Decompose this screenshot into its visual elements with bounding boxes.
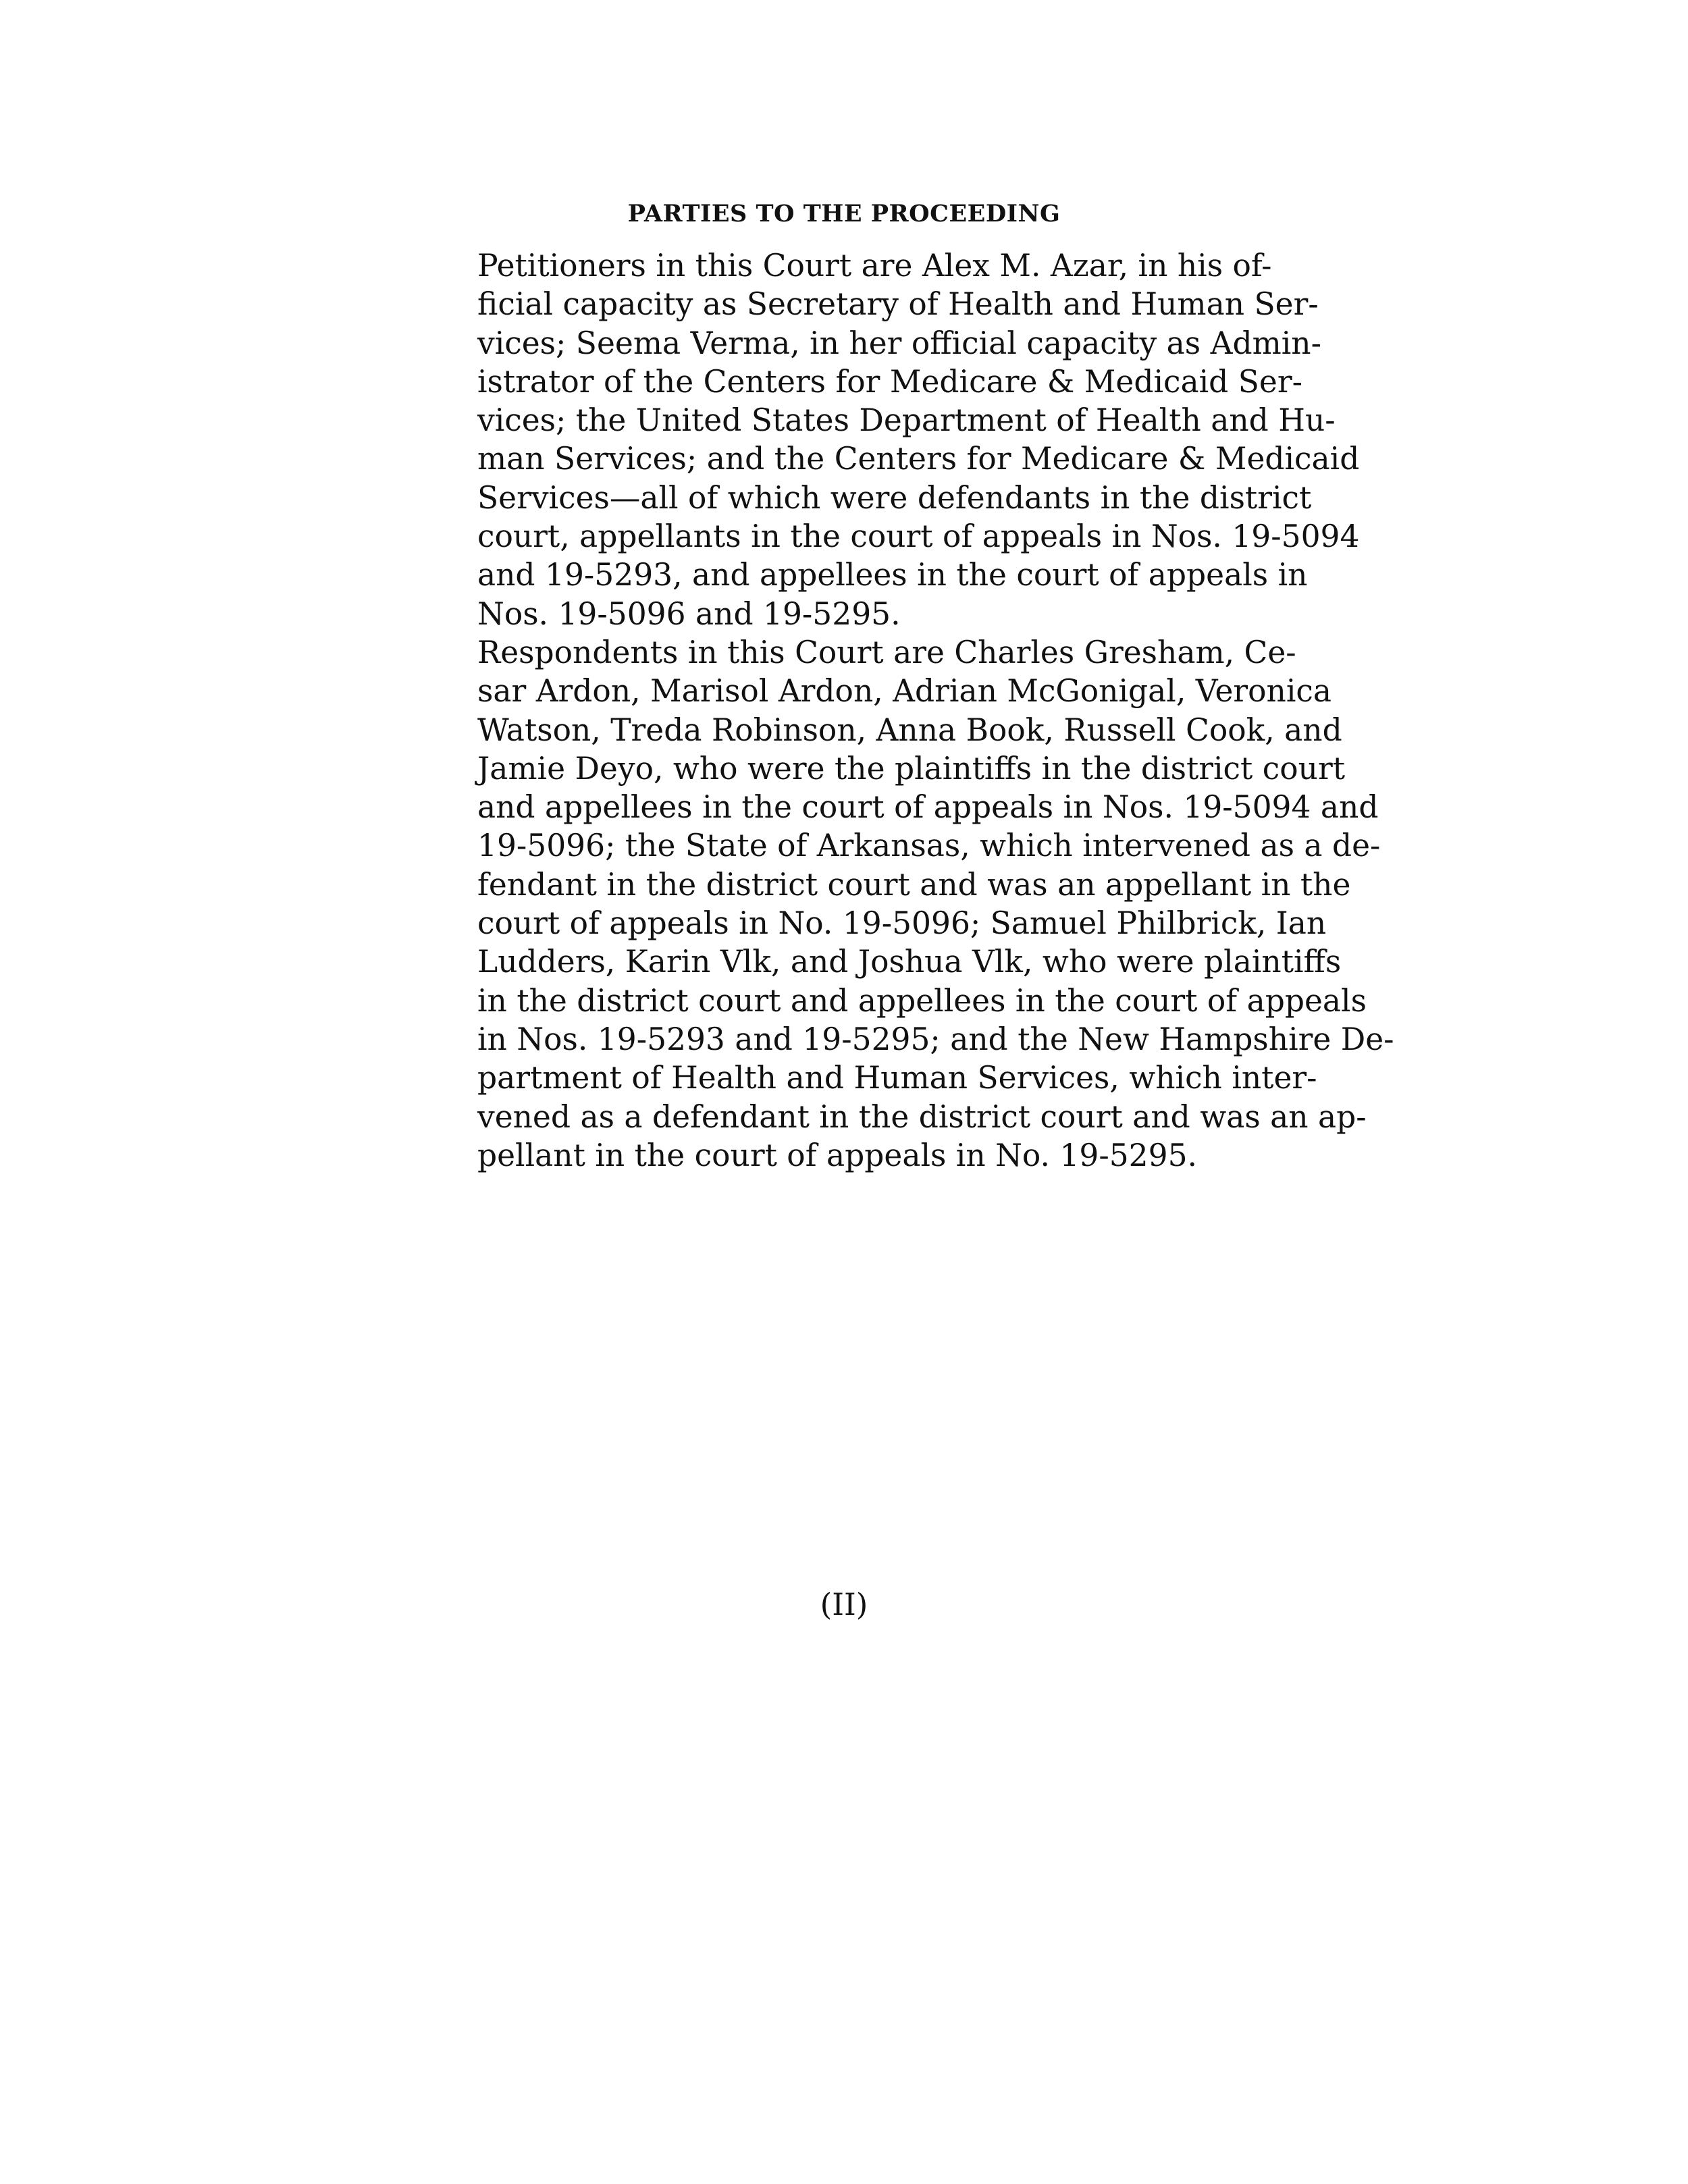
paragraph-petitioners (437, 246, 1360, 633)
text-line: and 19-5293, and appellees in the court of appeals in (477, 557, 1308, 593)
text-line: vices; Seema Verma, in her official capacity as Admin- (477, 325, 1321, 361)
text-line: vices; the United States Department of Health and Hu- (477, 402, 1336, 439)
paragraph-respondents (437, 633, 1394, 1175)
text-line: court, appellants in the court of appeals in Nos. 19-5094 (477, 518, 1360, 555)
page-number: (II) (820, 1587, 868, 1622)
text-line: fendant in the district court and was an appellant in the (477, 866, 1351, 903)
text-line: Jamie Deyo, who were the plaintiffs in the district court (477, 750, 1345, 787)
text-line: in Nos. 19-5293 and 19-5295; and the New Hampshire De- (477, 1021, 1394, 1057)
body-text (437, 246, 1394, 1175)
text-line: Ludders, Karin Vlk, and Joshua Vlk, who were plaintiffs (477, 944, 1342, 980)
section-heading: PARTIES TO THE PROCEEDING (627, 200, 1061, 228)
text-line: man Services; and the Centers for Medicare & Medicaid (477, 441, 1360, 477)
text-line: court of appeals in No. 19-5096; Samuel Philbrick, Ian (477, 905, 1327, 942)
text-line: Nos. 19-5096 and 19-5295. (477, 595, 901, 632)
text-line: 19-5096; the State of Arkansas, which intervened as a de- (477, 828, 1381, 864)
text-line: Respondents in this Court are Charles Gresham, Ce- (477, 634, 1296, 670)
text-line: Petitioners in this Court are Alex M. Azar, in his of- (477, 248, 1272, 284)
text-line: istrator of the Centers for Medicare & Medicaid Ser- (477, 363, 1302, 400)
text-line: Services—all of which were defendants in the district (477, 479, 1312, 516)
text-line: vened as a defendant in the district court and was an ap- (477, 1098, 1367, 1135)
text-line: pellant in the court of appeals in No. 19-5295. (477, 1137, 1197, 1173)
text-line: and appellees in the court of appeals in Nos. 19-5094 and (477, 789, 1379, 826)
text-line: sar Ardon, Marisol Ardon, Adrian McGonigal, Veronica (477, 673, 1331, 710)
text-line: partment of Health and Human Services, which inter- (477, 1060, 1317, 1096)
text-line: in the district court and appellees in the court of appeals (477, 982, 1367, 1019)
text-line: ficial capacity as Secretary of Health and Human Ser- (477, 286, 1319, 323)
text-line: Watson, Treda Robinson, Anna Book, Russell Cook, and (477, 712, 1342, 748)
